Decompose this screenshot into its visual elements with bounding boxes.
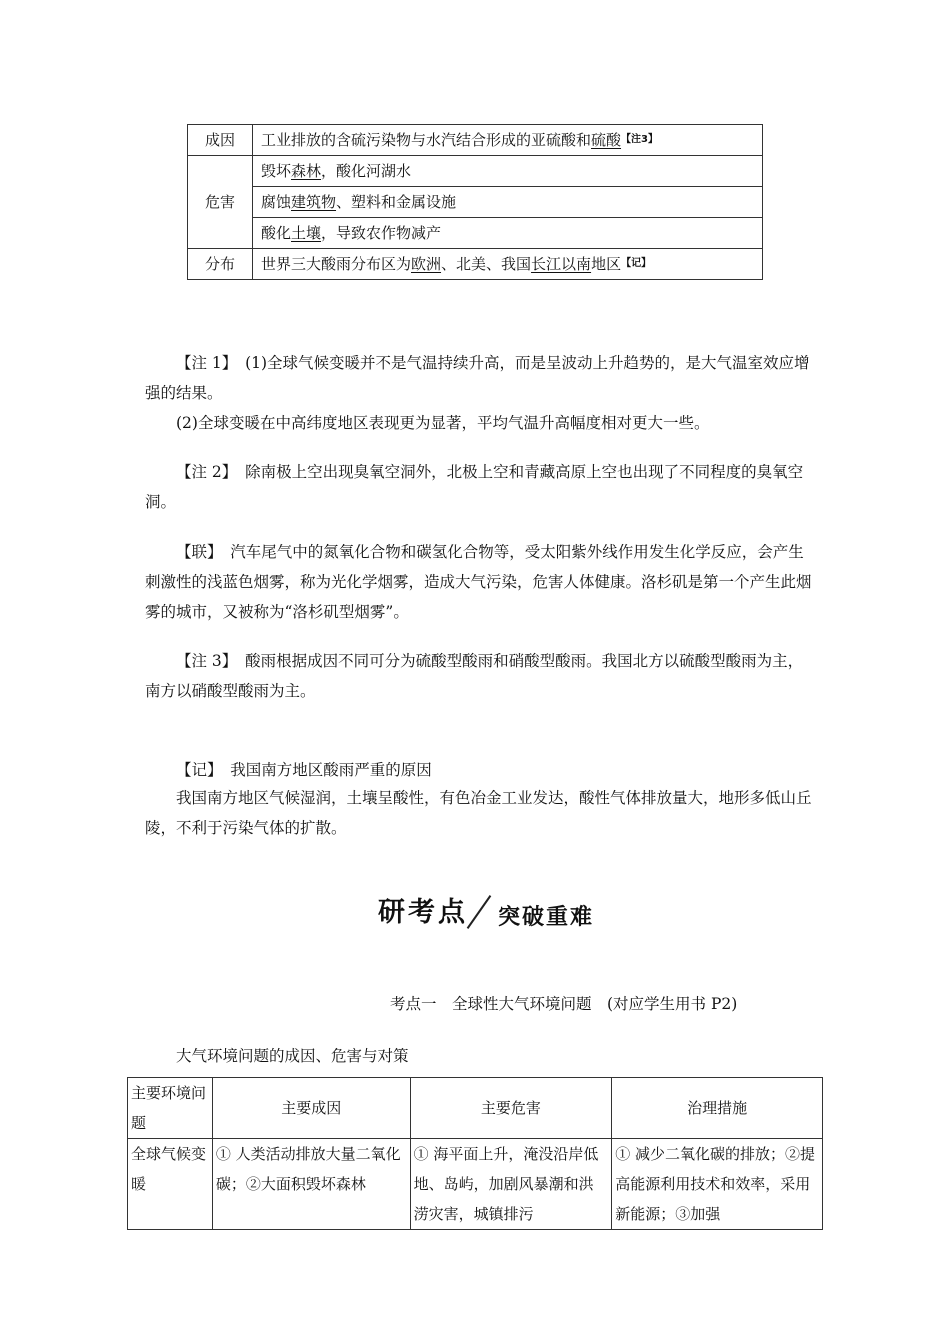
cause-text: 工业排放的含硫污染物与水汽结合形成的亚硫酸和硫酸$^{【注3】}$ [253, 125, 763, 156]
acid-rain-table [187, 124, 763, 280]
note-tag: 【注3】 [621, 134, 658, 145]
table-intro: 大气环境问题的成因、危害与对策 [176, 1047, 409, 1065]
note-1-b: (2)全球变暖在中高纬度地区表现更为显著，平均气温升高幅度相对更大一些。 [176, 414, 710, 432]
section-heading: 考点一 全球性大气环境问题 (对应学生用书 P2) [390, 995, 738, 1013]
banner-slash [467, 895, 492, 929]
header-issue: 主要环境问题 [128, 1078, 213, 1139]
environment-issues-table [127, 1077, 823, 1230]
harm-building: 腐蚀建筑物、塑料和金属设施 [253, 187, 763, 218]
harm-forest: 毁坏森林，酸化河湖水 [253, 156, 763, 187]
banner-right: 突破重难 [498, 905, 595, 930]
section-banner [378, 886, 608, 936]
note-lian: 【联】 汽车尾气中的氮氧化合物和碳氢化合物等，受太阳紫外线作用发生化学反应，会产生刺激性的浅蓝色烟雾，称为光化学烟雾，造成大气污染，危害人体健康。洛杉矶是第一个产生此烟雾的城市，又被称为“洛杉矶型烟雾”。 [145, 543, 812, 621]
note-3: 【注 3】 酸雨根据成因不同可分为硫酸型酸雨和硝酸型酸雨。我国北方以硫酸型酸雨为主，南方以硝酸型酸雨为主。 [145, 652, 804, 700]
cell-measure: ① 减少二氧化碳的排放；②提高能源利用技术和效率，采用新能源；③加强 [612, 1139, 823, 1230]
note-1: 【注 1】 (1)全球气候变暖并不是气温持续升高，而是呈波动上升趋势的，是大气温室效应增强的结果。 [145, 354, 810, 402]
harm-soil: 酸化土壤，导致农作物减产 [253, 218, 763, 249]
header-measure: 治理措施 [612, 1078, 823, 1139]
cell-harm: ① 海平面上升，淹没沿岸低地、岛屿，加剧风暴潮和洪涝灾害，城镇排污 [410, 1139, 612, 1230]
note-2: 【注 2】 除南极上空出现臭氧空洞外，北极上空和青藏高原上空也出现了不同程度的臭氧空洞。 [145, 463, 804, 511]
note-ji-body: 我国南方地区气候湿润，土壤呈酸性，有色冶金工业发达，酸性气体排放量大，地形多低山丘陵，不利于污染气体的扩散。 [145, 789, 812, 837]
row-key-distribution: 分布 [188, 249, 253, 280]
cell-issue: 全球气候变暖 [128, 1139, 213, 1230]
note-ji-title: 【记】 我国南方地区酸雨严重的原因 [176, 761, 432, 779]
banner-left: 研考点 [378, 897, 468, 928]
cell-cause: ① 人类活动排放大量二氧化碳；②大面积毁坏森林 [212, 1139, 410, 1230]
header-cause: 主要成因 [212, 1078, 410, 1139]
distribution-text: 世界三大酸雨分布区为欧洲、北美、我国长江以南地区$^{【记】}$ [253, 249, 763, 280]
note-tag: 【记】 [621, 258, 652, 269]
header-harm: 主要危害 [410, 1078, 612, 1139]
row-key-cause: 成因 [188, 125, 253, 156]
row-key-harm: 危害 [188, 156, 253, 249]
